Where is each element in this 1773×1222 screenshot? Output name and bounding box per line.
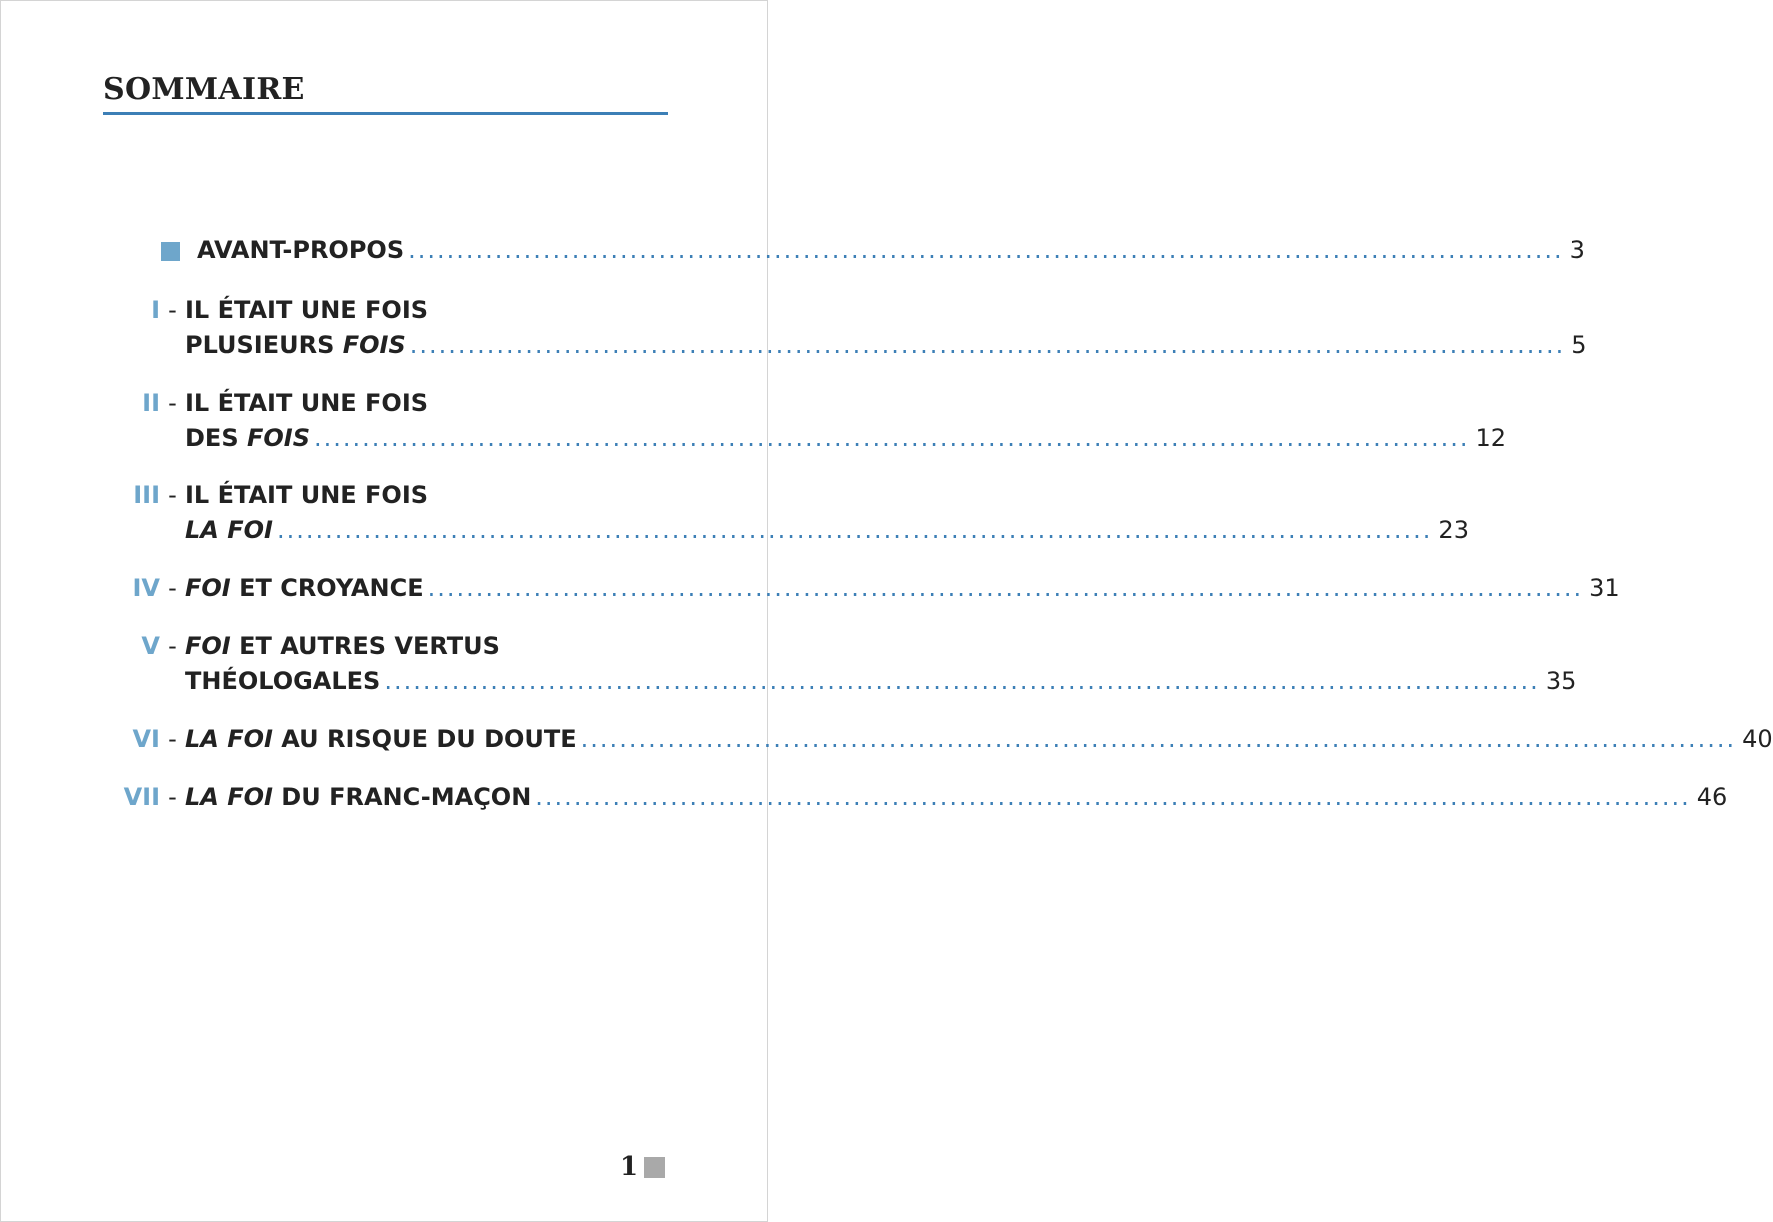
title-italic-part: FOI [185,574,231,602]
toc-entry-line [0,574,1620,608]
dot-leader: ........................................................................................................................ [313,424,1470,452]
dot-leader: ........................................................................................................................ [535,783,1691,811]
page-number: 1 [620,1152,639,1182]
toc-entry-line [0,236,1585,270]
toc-entry-line [0,296,665,330]
title-italic-part: LA FOI [185,725,273,753]
numeral-separator: - [168,389,177,417]
toc-entry-line [185,331,1587,365]
toc-page-number: 5 [1571,331,1587,359]
numeral-separator: - [168,574,177,602]
dot-leader: ........................................................................................................................ [580,725,1737,753]
chapter-numeral: II [142,389,160,417]
numeral-separator: - [168,725,177,753]
dot-leader: ........................................................................................................................ [409,331,1566,359]
toc-entry-line [0,632,665,666]
title-italic-part: FOI [185,632,231,660]
numeral-separator: - [168,296,177,324]
toc-entry-line [0,783,1728,817]
dot-leader: ........................................................................................................................ [408,236,1564,264]
toc-entry-line [0,481,665,515]
toc-page-number: 3 [1569,236,1585,264]
toc-entry-line [185,667,1577,701]
toc-entry-line [0,389,665,423]
dot-leader: ........................................................................................................................ [427,574,1584,602]
page-title: SOMMAIRE [103,72,305,107]
chapter-numeral: III [133,481,160,509]
numeral-separator: - [168,481,177,509]
toc-page-number: 46 [1696,783,1728,811]
toc-entry-line [185,424,1506,458]
toc-entry-title: IL ÉTAIT UNE FOIS [185,296,429,324]
chapter-numeral: IV [132,574,160,602]
toc-entry-title: IL ÉTAIT UNE FOIS [185,389,429,417]
toc-page-number: 40 [1742,725,1773,753]
toc-page-number: 12 [1475,424,1506,452]
chapter-numeral: VI [132,725,160,753]
chapter-numeral: V [141,632,160,660]
page-folio [620,1152,665,1182]
toc-entry-title: THÉOLOGALES [185,667,381,695]
toc-entry-title: IL ÉTAIT UNE FOIS [185,481,429,509]
page-frame [0,0,768,1222]
toc-page-number: 23 [1438,516,1469,544]
toc-entry-title: AVANT-PROPOS [197,236,405,264]
toc-entry-title: FOI ET AUTRES VERTUS [185,632,500,660]
toc-page-number: 31 [1589,574,1620,602]
toc-entry-title: DES FOIS [185,424,310,452]
title-italic-part: FOIS [342,331,406,359]
numeral-separator: - [168,783,177,811]
toc-entry-title: PLUSIEURS FOIS [185,331,406,359]
folio-square-icon [644,1157,665,1178]
chapter-numeral: VII [123,783,160,811]
dot-leader: ........................................................................................................................ [384,667,1540,695]
toc-entry-line [0,725,1773,759]
toc-page-number: 35 [1545,667,1577,695]
title-italic-part: FOIS [246,424,310,452]
chapter-numeral: I [151,296,160,324]
title-underline [103,112,668,115]
title-italic-part: LA FOI [185,516,273,544]
numeral-separator: - [168,632,177,660]
square-bullet-icon [161,242,180,261]
toc-entry-title: LA FOI AU RISQUE DU DOUTE [185,725,577,753]
bullet-slot [0,236,197,270]
toc-entry-title: FOI ET CROYANCE [185,574,424,602]
toc-entry-title [185,516,273,544]
title-italic-part: LA FOI [185,783,273,811]
toc-entry-line [185,516,1469,550]
toc-entry-title: LA FOI DU FRANC-MAÇON [185,783,532,811]
dot-leader: ........................................................................................................................ [276,516,1433,544]
